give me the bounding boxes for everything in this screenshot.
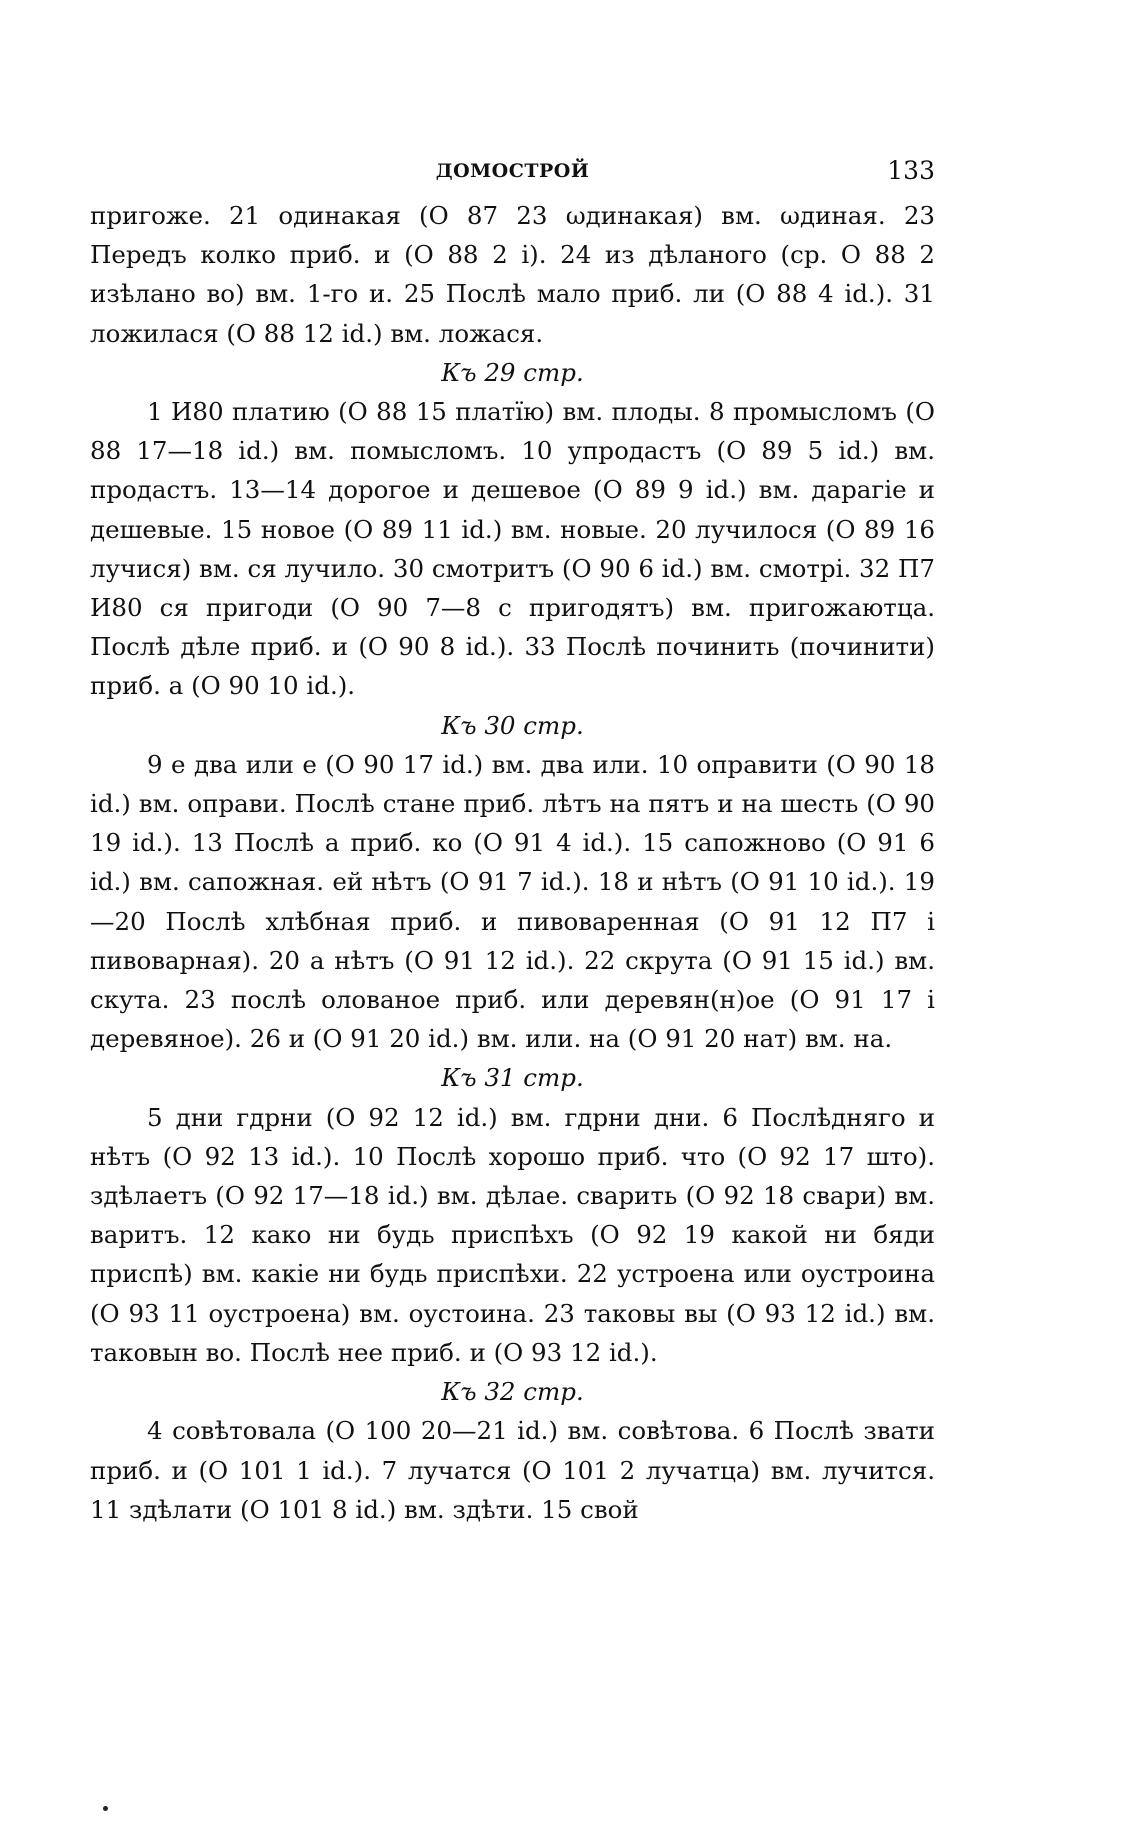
section-heading-29: Къ 29 стр. [441, 357, 584, 387]
page-number: 133 [887, 156, 935, 185]
paragraph-page-32: 4 совѣтовала (О 100 20—21 id.) вм. совѣтова. 6 Послѣ звати приб. и (О 101 1 id.). 7 лучатся (О 101 2 лучатца) вм. лучится. 11 здѣлати (О 101 8 id.) вм. здѣти. 15 свой [90, 1416, 935, 1524]
body-text [90, 196, 935, 1529]
paragraph-page-29: 1 И80 платию (О 88 15 платїю) вм. плоды. 8 промысломъ (О 88 17—18 id.) вм. помысломъ. 10 упродастъ (О 89 5 id.) вм. продастъ. 13—14 дорогое и дешевое (О 89 9 id.) вм. дарагіе и дешевые. 15 новое (О 89 11 id.) вм. новые. 20 лучилося (О 89 16 лучися) вм. ся лучило. 30 смотритъ (О 90 6 id.) вм. смотрі. 32 П7 И80 ся пригоди (О 90 7—8 с пригодятъ) вм. пригожаютца. Послѣ дѣле приб. и (О 90 8 id.). 33 Послѣ починить (починити) приб. а (О 90 10 id.). [90, 397, 935, 701]
section-heading-31: Къ 31 стр. [441, 1063, 584, 1093]
paragraph-page-30: 9 е два или е (О 90 17 id.) вм. два или. 10 оправити (О 90 18 id.) вм. оправи. Послѣ стане приб. лѣтъ на пятъ и на шесть (О 90 19 id.). 13 Послѣ а приб. ко (О 91 4 id.). 15 сапожново (О 91 6 id.) вм. сапожная. ей нѣтъ (О 91 7 id.). 18 и нѣтъ (О 91 10 id.). 19—20 Послѣ хлѣбная приб. и пивоваренная (О 91 12 П7 і пивоварная). 20 а нѣтъ (О 91 12 id.). 22 скрута (О 91 15 id.) вм. скута. 23 послѣ олованое приб. или деревян(н)ое (О 91 17 і деревяное). 26 и (О 91 20 id.) вм. или. на (О 91 20 нат) вм. на. [90, 749, 935, 1054]
paragraph-page-31: 5 дни гдрни (О 92 12 id.) вм. гдрни дни. 6 Послѣдняго и нѣтъ (О 92 13 id.). 10 Послѣ хорошо приб. что (О 92 17 што). здѣлаетъ (О 92 17—18 id.) вм. дѣлае. сварить (О 92 18 свари) вм. варитъ. 12 како ни будь приспѣхъ (О 92 19 какой ни бяди приспѣ) вм. какіе ни будь приспѣхи. 22 устроена или оустроина (О 93 11 оустроена) вм. оустоина. 23 таковы вы (О 93 12 id.) вм. таковын во. Послѣ нее приб. и (О 93 12 id.). [90, 1102, 935, 1367]
section-heading-32: Къ 32 стр. [441, 1377, 584, 1407]
running-head [90, 156, 935, 190]
running-title: ДОМОСТРОЙ [435, 160, 590, 182]
paragraph-continuation: пригоже. 21 одинакая (О 87 23 ωдинакая) вм. ωдиная. 23 Передъ колко приб. и (О 88 2 і). 24 из дѣланого (ср. О 88 2 изѣлано во) вм. 1-го и. 25 Послѣ мало приб. ли (О 88 4 id.). 31 ложилася (О 88 12 id.) вм. ложася. [90, 201, 935, 348]
section-heading-30: Къ 30 стр. [441, 710, 584, 740]
page-mark-dot [103, 1806, 108, 1811]
